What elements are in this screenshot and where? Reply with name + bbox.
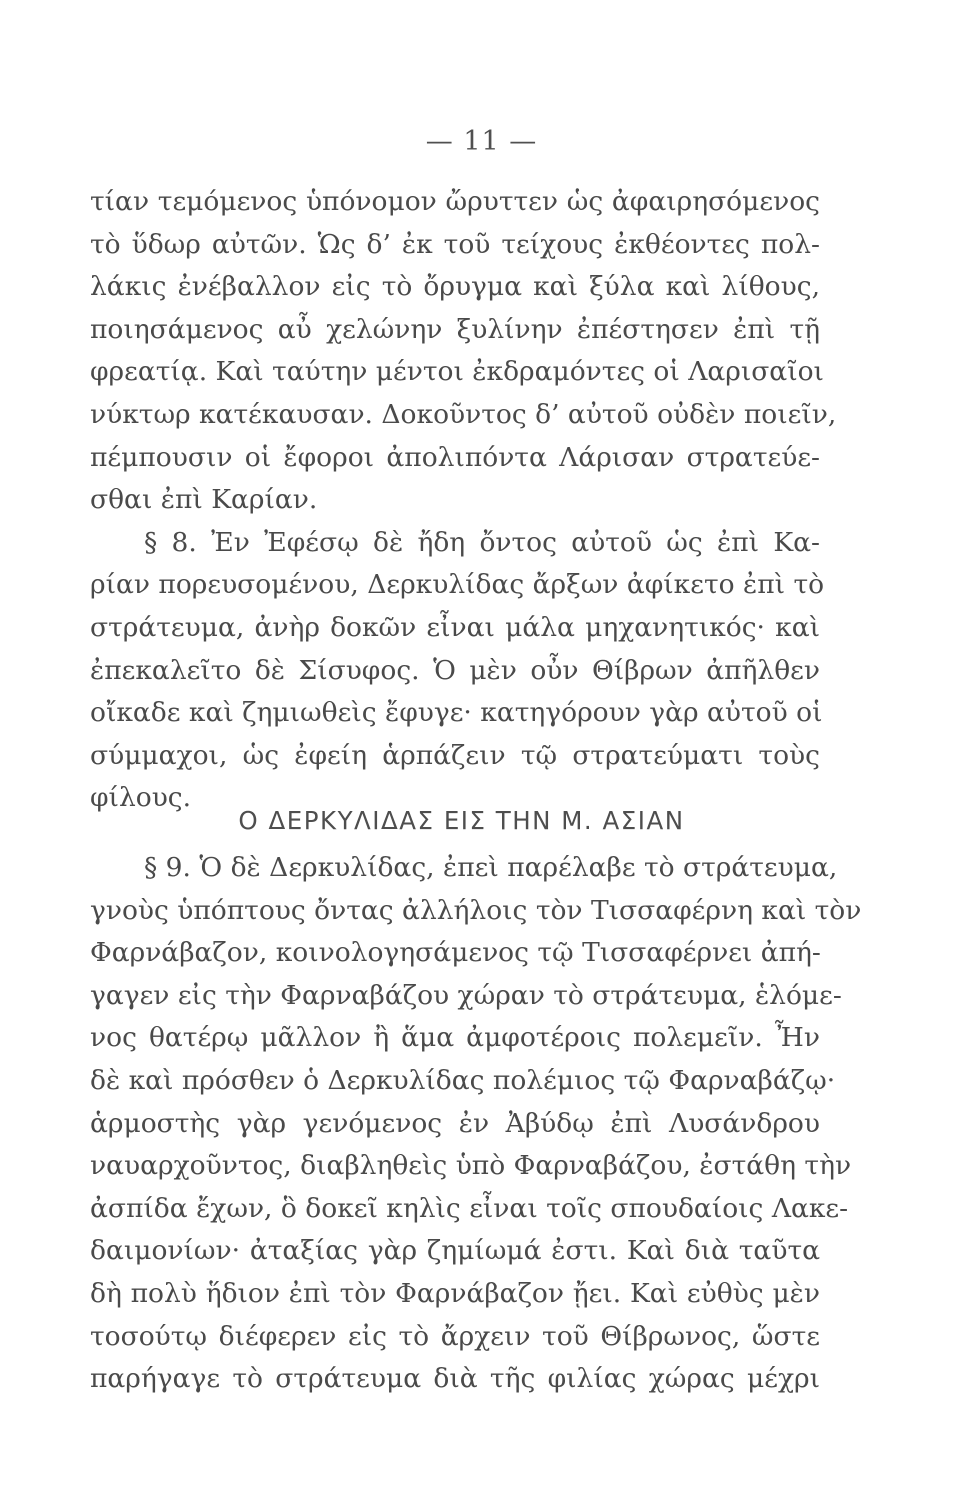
text-line: παρήγαγε τὸ στράτευμα διὰ τῆς φιλίας χώρας μέχρι [90,1363,820,1395]
paragraph-block-1 [90,181,837,820]
text-line: γαγεν εἰς τὴν Φαρναβάζου χώραν τὸ στράτευμα, ἑλόμε- [90,979,842,1011]
text-line: λάκις ἐνέβαλλον εἰς τὸ ὄρυγμα καὶ ξύλα καὶ λίθους, [90,271,820,303]
text-line: δὴ πολὺ ἥδιον ἐπὶ τὸν Φαρνάβαζον ᾔει. Καὶ εὐθὺς μὲν [90,1277,820,1309]
text-line: ἁρμοστὴς γὰρ γενόμενος ἐν Ἀβύδῳ ἐπὶ Λυσάνδρου [90,1107,820,1139]
text-line: ἀσπίδα ἔχων, ὃ δοκεῖ κηλὶς εἶναι τοῖς σπουδαίοις Λακε- [90,1192,849,1224]
text-line: ἐπεκαλεῖτο δὲ Σίσυφος. Ὁ μὲν οὖν Θίβρων ἀπῆλθεν [90,654,820,686]
section-8-line: § 8. Ἐν Ἐφέσῳ δὲ ἤδη ὄντος αὐτοῦ ὡς ἐπὶ Κα- [144,526,820,558]
text-line: φίλους. [90,782,192,814]
text-line: δὲ καὶ πρόσθεν ὁ Δερκυλίδας πολέμιος τῷ Φαρναβάζῳ· [90,1064,836,1096]
text-line: νύκτωρ κατέκαυσαν. Δοκοῦντος δ’ αὐτοῦ οὐδὲν ποιεῖν, [90,398,837,430]
text-line: νος θατέρῳ μᾶλλον ἢ ἅμα ἀμφοτέροις πολεμεῖν. Ἦν [90,1022,820,1054]
text-line: οἴκαδε καὶ ζημιωθεὶς ἔφυγε· κατηγόρουν γὰρ αὐτοῦ οἱ [90,697,823,729]
text-line: γνοὺς ὑπόπτους ὄντας ἀλλήλοις τὸν Τισσαφέρνη καὶ τὸν [90,894,862,926]
text-line: δαιμονίων· ἀταξίας γὰρ ζημίωμά ἐστι. Καὶ διὰ ταῦτα [90,1235,820,1267]
page-number: — 11 — [425,126,538,157]
text-line: σθαι ἐπὶ Καρίαν. [90,484,318,516]
paragraph-block-2 [90,847,862,1401]
text-line: ναυαρχοῦντος, διαβληθεὶς ὑπὸ Φαρναβάζου, ἐστάθη τὴν [90,1150,852,1182]
text-line: στράτευμα, ἀνὴρ δοκῶν εἶναι μάλα μηχανητικός· καὶ [90,611,820,643]
section-heading: Ο ΔΕΡΚΥΛΙΔΑΣ ΕΙΣ ΤΗΝ Μ. ΑΣΙΑΝ [238,806,685,835]
text-line: σύμμαχοι, ὡς ἐφείη ἁρπάζειν τῷ στρατεύματι τοὺς [90,739,820,771]
text-line: ποιησάμενος αὖ χελώνην ξυλίνην ἐπέστησεν ἐπὶ τῇ [90,313,820,345]
text-line: Φαρνάβαζον, κοινολογησάμενος τῷ Τισσαφέρνει ἀπή- [90,937,821,969]
text-line: ρίαν πορευσομένου, Δερκυλίδας ἄρξων ἀφίκετο ἐπὶ τὸ [90,569,825,601]
text-line: πέμπουσιν οἱ ἔφοροι ἀπολιπόντα Λάρισαν στρατεύε- [90,441,820,473]
text-line: τὸ ὕδωρ αὐτῶν. Ὡς δ’ ἐκ τοῦ τείχους ἐκθέοντες πολ- [90,228,820,260]
text-line: τίαν τεμόμενος ὑπόνομον ὤρυττεν ὡς ἀφαιρησόμενος [90,186,820,217]
section-9-line: § 9. Ὁ δὲ Δερκυλίδας, ἐπεὶ παρέλαβε τὸ στράτευμα, [144,852,838,883]
text-line: τοσούτῳ διέφερεν εἰς τὸ ἄρχειν τοῦ Θίβρωνος, ὥστε [90,1320,820,1352]
text-line: φρεατίᾳ. Καὶ ταύτην μέντοι ἐκδραμόντες οἱ Λαρισαῖοι [90,356,824,388]
